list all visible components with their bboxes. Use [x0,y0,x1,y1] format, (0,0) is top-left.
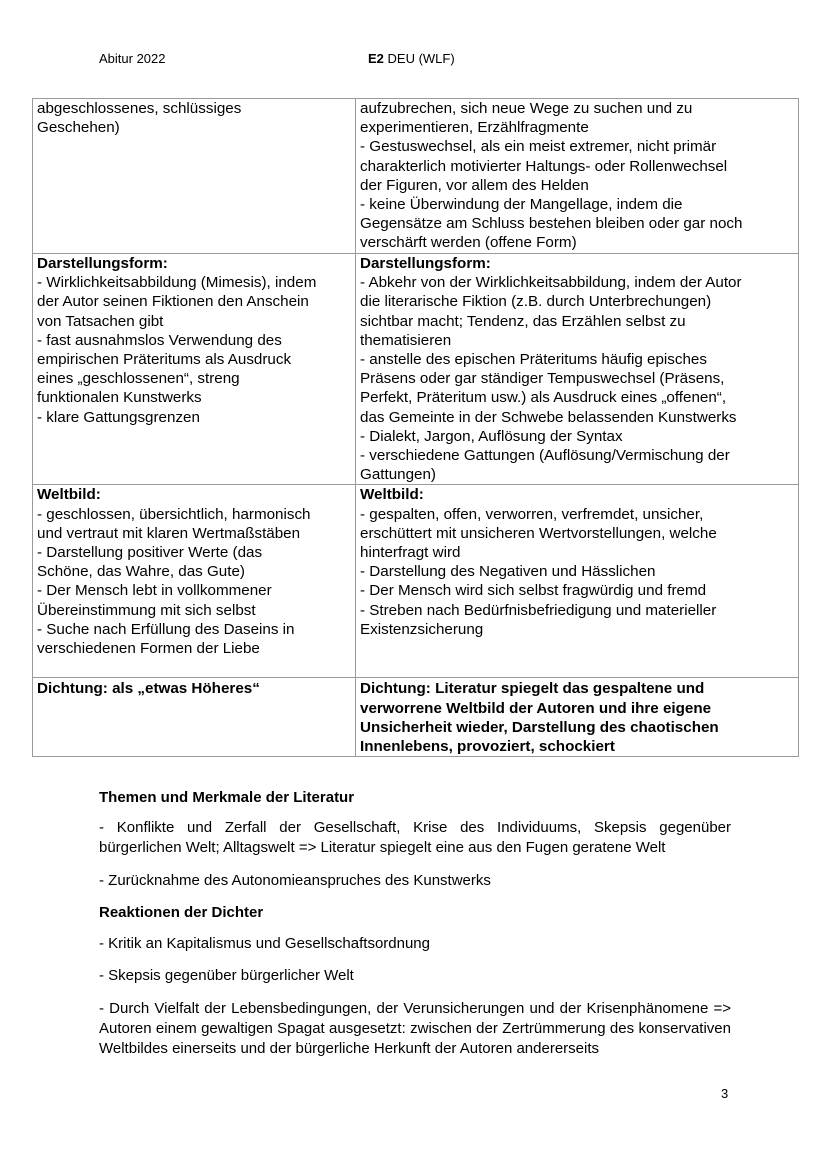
cell-line: Existenzsicherung [360,620,484,638]
cell-heading: Weltbild: [37,486,101,504]
cell-line: Präsens oder gar ständiger Tempuswechsel (Präsens, [360,370,725,388]
cell-line: hinterfragt wird [360,544,461,562]
cell-line: Geschehen) [37,119,120,137]
cell-line: - Darstellung positiver Werte (das [37,544,263,562]
table-cell-right [356,99,799,254]
cell-line: erschüttert mit unsicheren Wertvorstellungen, welche [360,524,717,542]
table-cell-right [356,678,799,757]
paragraph: - Zurücknahme des Autonomieanspruches des Kunstwerks [99,872,491,889]
section-title-themen: Themen und Merkmale der Literatur [99,789,355,806]
cell-line: abgeschlossenes, schlüssiges [37,100,242,117]
cell-line: aufzubrechen, sich neue Wege zu suchen und zu [360,100,693,117]
cell-line: - gespalten, offen, verworren, verfremdet, unsicher, [360,505,704,523]
comparison-table [32,98,799,757]
cell-line: - Der Mensch wird sich selbst fragwürdig und fremd [360,582,707,600]
cell-line: der Figuren, vor allem des Helden [360,176,589,194]
cell-line: - verschiedene Gattungen (Auflösung/Vermischung der [360,447,730,465]
cell-line: das Gemeinte in der Schwebe belassenden Kunstwerks [360,408,737,426]
cell-line: - Der Mensch lebt in vollkommener [37,582,272,600]
table-cell-left [33,254,356,485]
table-cell-left [33,678,356,757]
cell-line: und vertraut mit klaren Wertmaßstäben [37,524,301,542]
table-cell-left [33,485,356,678]
page-number: 3 [721,1086,729,1101]
cell-line: verschiedenen Formen der Liebe [37,640,260,658]
cell-line: - keine Überwindung der Mangellage, indem die [360,196,683,214]
cell-line: experimentieren, Erzählfragmente [360,119,589,137]
cell-heading: Darstellungsform: [37,255,168,272]
table-row [33,99,799,254]
cell-line: - Abkehr von der Wirklichkeitsabbildung, indem der Autor [360,274,742,292]
cell-line: Schöne, das Wahre, das Gute) [37,563,245,581]
cell-line: - Streben nach Bedürfnisbefriedigung und materieller [360,601,717,619]
cell-heading: Darstellungsform: [360,255,491,272]
cell-line: von Tatsachen gibt [37,312,164,330]
header-center [368,51,455,66]
cell-line: Dichtung: Literatur spiegelt das gespaltene und [360,680,705,698]
cell-line: - Wirklichkeitsabbildung (Mimesis), indem [37,274,317,292]
cell-line: charakterlich motivierter Haltungs- oder Rollenwechsel [360,157,728,175]
table-row [33,254,799,485]
cell-line: verschärft werden (offene Form) [360,234,577,252]
cell-line: - Suche nach Erfüllung des Daseins in [37,620,295,638]
cell-line: eines „geschlossenen“, streng [37,370,240,388]
cell-line: - Gestuswechsel, als ein meist extremer, nicht primär [360,138,717,156]
paragraph: - Skepsis gegenüber bürgerlicher Welt [99,967,354,984]
header-center-bold: E2 [368,51,384,66]
cell-heading: Weltbild: [360,486,424,504]
comparison-table-body [33,99,799,757]
cell-line: funktionalen Kunstwerks [37,389,202,407]
table-cell-right [356,485,799,678]
cell-line: der Autor seinen Fiktionen den Anschein [37,293,309,311]
cell-line: Dichtung: als „etwas Höheres“ [37,680,260,698]
cell-line: - Dialekt, Jargon, Auflösung der Syntax [360,427,623,445]
header-left: Abitur 2022 [99,51,166,66]
paragraph: - Konflikte und Zerfall der Gesellschaft, Krise des Individuums, Skepsis gegenüber bürgerlichen Welt; Alltagswelt => Literatur spiegelt eine aus den Fugen geratene Welt [99,819,731,856]
cell-line: - klare Gattungsgrenzen [37,408,200,426]
header-center-rest: DEU (WLF) [383,51,455,66]
cell-line: verworrene Weltbild der Autoren und ihre eigene [360,699,712,717]
cell-line: - anstelle des epischen Präteritums häufig episches [360,351,707,369]
cell-line: empirischen Präteritums als Ausdruck [37,351,292,369]
cell-line: Übereinstimmung mit sich selbst [37,601,256,619]
cell-line: die literarische Fiktion (z.B. durch Unterbrechungen) [360,293,712,311]
cell-line: thematisieren [360,331,452,349]
cell-line: Gattungen) [360,466,436,484]
paragraph: - Kritik an Kapitalismus und Gesellschaftsordnung [99,935,430,952]
cell-line: Unsicherheit wieder, Darstellung des chaotischen [360,718,719,736]
paragraph: - Durch Vielfalt der Lebensbedingungen, der Verunsicherungen und der Krisenphänomene => Autoren einem gewaltigen Spagat ausgesetzt: zwischen der Zertrümmerung des konservativen Weltbildes einerseits und der bürgerliche Herkunft der Autoren andererseits [99,1000,731,1057]
cell-line: - geschlossen, übersichtlich, harmonisch [37,505,311,523]
cell-line: sichtbar macht; Tendenz, das Erzählen selbst zu [360,312,686,330]
section-title-reaktionen: Reaktionen der Dichter [99,904,264,921]
cell-line: Innenlebens, provoziert, schockiert [360,738,615,756]
cell-line: - fast ausnahmslos Verwendung des [37,331,282,349]
table-cell-left [33,99,356,254]
cell-line: Perfekt, Präteritum usw.) als Ausdruck eines „offenen“, [360,389,727,407]
table-row [33,678,799,757]
cell-line: - Darstellung des Negativen und Hässlichen [360,563,656,581]
cell-line: Gegensätze am Schluss bestehen bleiben oder gar noch [360,215,743,233]
table-cell-right [356,254,799,485]
table-row [33,485,799,678]
